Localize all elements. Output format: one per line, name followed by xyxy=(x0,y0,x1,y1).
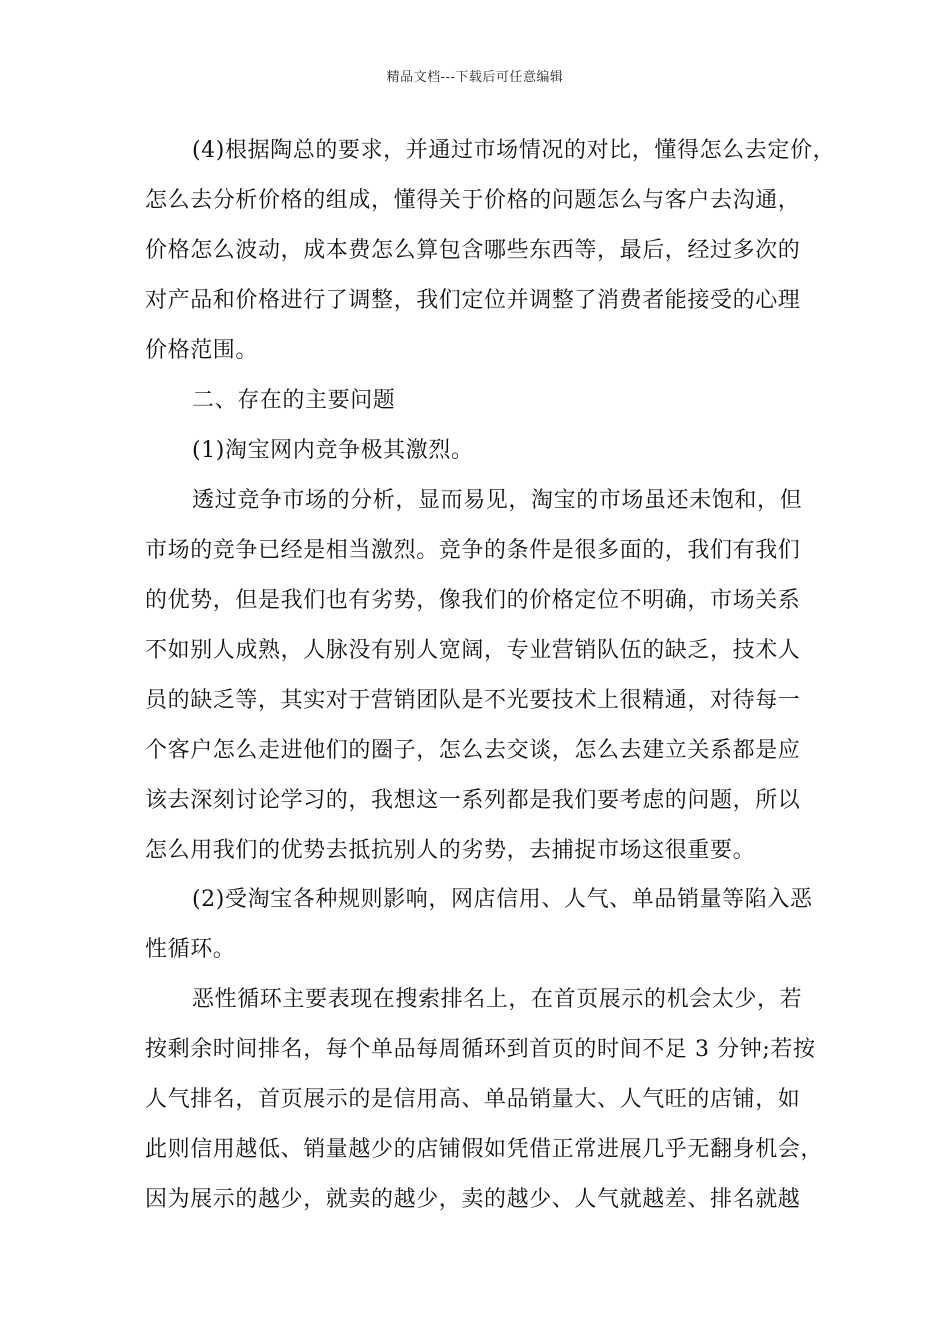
paragraph-2-line-8: 怎么用我们的优势去抵抗别人的劣势，去捕捉市场这很重要。 xyxy=(145,838,756,863)
paragraph-2-line-5: 员的缺乏等，其实对于营销团队是不光要技术上很精通，对待每一 xyxy=(145,688,801,713)
paragraph-1-line-2: 怎么去分析价格的组成，懂得关于价格的问题怎么与客户去沟通， xyxy=(145,188,801,213)
paragraph-3-line-3: 人气排名，首页展示的是信用高、单品销量大、人气旺的店铺，如 xyxy=(145,1087,801,1112)
paragraph-2-line-2: 市场的竞争已经是相当激烈。竞争的条件是很多面的，我们有我们 xyxy=(145,538,801,563)
paragraph-2-line-3: 的优势，但是我们也有劣势，像我们的价格定位不明确，市场关系 xyxy=(145,588,801,613)
section-heading: 二、存在的主要问题 xyxy=(192,388,396,413)
subheading-2-line-2: 性循环。 xyxy=(145,937,236,962)
paragraph-2-line-7: 该去深刻讨论学习的，我想这一系列都是我们要考虑的问题，所以 xyxy=(145,788,801,813)
page-header: 精品文档---下载后可任意编辑 xyxy=(386,70,564,85)
paragraph-1-line-4: 对产品和价格进行了调整，我们定位并调整了消费者能接受的心理 xyxy=(145,288,801,313)
paragraph-2-line-1: 透过竞争市场的分析，显而易见，淘宝的市场虽还未饱和，但 xyxy=(192,488,803,513)
paragraph-1-line-5: 价格范围。 xyxy=(145,338,259,363)
paragraph-3-line-2: 按剩余时间排名，每个单品每周循环到首页的时间不足 3 分钟;若按 xyxy=(145,1037,816,1062)
paragraph-1-line-1: (4)根据陶总的要求，并通过市场情况的对比，懂得怎么去定价， xyxy=(192,138,836,163)
paragraph-1-line-3: 价格怎么波动，成本费怎么算包含哪些东西等，最后，经过多次的 xyxy=(145,238,801,263)
subheading-2-line-1: (2)受淘宝各种规则影响，网店信用、人气、单品销量等陷入恶 xyxy=(192,887,813,912)
paragraph-2-line-4: 不如别人成熟，人脉没有别人宽阔，专业营销队伍的缺乏，技术人 xyxy=(145,638,801,663)
paragraph-2-line-6: 个客户怎么走进他们的圈子，怎么去交谈，怎么去建立关系都是应 xyxy=(145,738,801,763)
subheading-1: (1)淘宝网内竞争极其激烈。 xyxy=(192,438,474,463)
paragraph-3-line-1: 恶性循环主要表现在搜索排名上，在首页展示的机会太少，若 xyxy=(192,987,803,1012)
paragraph-3-line-4: 此则信用越低、销量越少的店铺假如凭借正常进展几乎无翻身机会， xyxy=(145,1137,824,1162)
paragraph-3-line-5: 因为展示的越少，就卖的越少，卖的越少、人气就越差、排名就越 xyxy=(145,1187,801,1212)
